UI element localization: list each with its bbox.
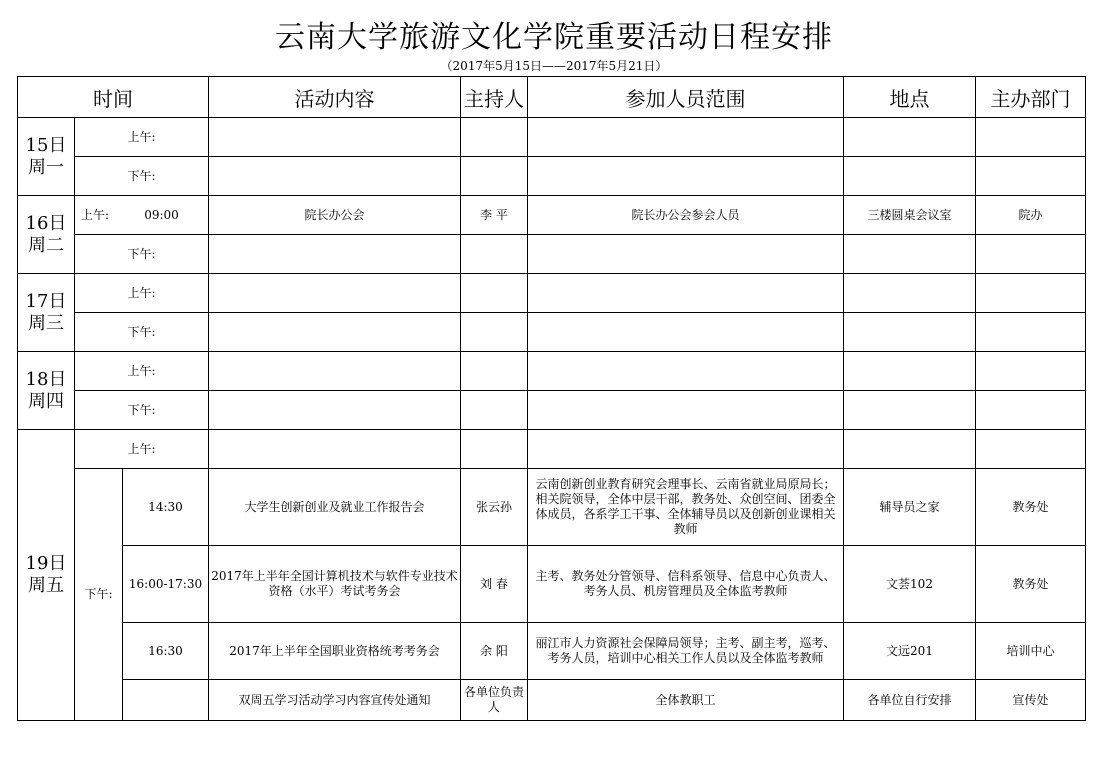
header-content: 活动内容: [209, 77, 461, 118]
event-organizer: 宣传处: [976, 680, 1086, 721]
am-label: 上午:: [75, 430, 209, 469]
day-date: 16日: [25, 212, 67, 234]
pm-label: 下午:: [75, 391, 209, 430]
day-date: 15日: [25, 134, 67, 156]
day-weekday: 周五: [28, 575, 64, 596]
table-row: [18, 680, 1086, 721]
header-time: 时间: [18, 77, 209, 118]
table-row: [18, 157, 1086, 196]
event-content: 双周五学习活动学习内容宣传处通知: [209, 680, 461, 721]
am-label: 上午:: [75, 274, 209, 313]
event-location: 辅导员之家: [844, 469, 976, 546]
event-host: 各单位负责人: [461, 680, 528, 721]
table-row: [18, 235, 1086, 274]
event-time: 09:00: [144, 207, 179, 222]
am-time-cell: [75, 196, 209, 235]
table-row: [18, 352, 1086, 391]
pm-label: 下午:: [75, 469, 123, 721]
day-cell: [18, 118, 75, 196]
table-row: [18, 274, 1086, 313]
event-host: 刘 春: [461, 546, 528, 623]
table-row: [18, 623, 1086, 680]
pm-label: 下午:: [75, 313, 209, 352]
am-label: 上午:: [81, 207, 110, 222]
table-row: [18, 469, 1086, 546]
event-content: 2017年上半年全国职业资格统考考务会: [209, 623, 461, 680]
day-cell: [18, 430, 75, 721]
event-organizer: 教务处: [976, 469, 1086, 546]
day-weekday: 周三: [28, 312, 64, 334]
header-location: 地点: [844, 77, 976, 118]
event-participants: 全体教职工: [528, 680, 844, 721]
event-location: 各单位自行安排: [844, 680, 976, 721]
day-weekday: 周二: [28, 234, 64, 256]
header-participants: 参加人员范围: [528, 77, 844, 118]
event-content: 大学生创新创业及就业工作报告会: [209, 469, 461, 546]
day-cell: [18, 274, 75, 352]
event-time: 16:00-17:30: [123, 546, 209, 623]
event-host: 张云孙: [461, 469, 528, 546]
event-content: 2017年上半年全国计算机技术与软件专业技术资格（水平）考试考务会: [209, 546, 461, 623]
event-location: 三楼圆桌会议室: [844, 196, 976, 235]
header-organizer: 主办部门: [976, 77, 1086, 118]
event-participants: 主考、教务处分管领导、信科系领导、信息中心负责人、考务人员、机房管理员及全体监考教师: [528, 546, 844, 623]
day-cell: [18, 196, 75, 274]
event-organizer: 院办: [976, 196, 1086, 235]
event-participants: 云南创新创业教育研究会理事长、云南省就业局原局长；相关院领导，全体中层干部，教务处、众创空间、团委全体成员，各系学工干事、全体辅导员以及创新创业课相关教师: [528, 469, 844, 546]
date-range-subtitle: （2017年5月15日——2017年5月21日）: [440, 59, 668, 73]
header-host: 主持人: [461, 77, 528, 118]
page-title: 云南大学旅游文化学院重要活动日程安排: [275, 20, 833, 55]
day-weekday: 周一: [28, 156, 64, 178]
am-label: 上午:: [75, 118, 209, 157]
am-label: 上午:: [75, 352, 209, 391]
day-date: 19日: [25, 553, 67, 574]
event-participants: 丽江市人力资源社会保障局领导；主考、副主考，巡考、考务人员，培训中心相关工作人员以及全体监考教师: [528, 623, 844, 680]
event-time: [123, 680, 209, 721]
schedule-table: [17, 76, 1086, 721]
event-time: 16:30: [123, 623, 209, 680]
event-location: 文远201: [844, 623, 976, 680]
table-row: [18, 118, 1086, 157]
table-row: [18, 313, 1086, 352]
event-participants: 院长办公会参会人员: [528, 196, 844, 235]
event-host: 李 平: [461, 196, 528, 235]
event-location: 文荟102: [844, 546, 976, 623]
pm-label: 下午:: [75, 157, 209, 196]
header-row: [18, 77, 1086, 118]
table-row: [18, 430, 1086, 469]
event-time: 14:30: [123, 469, 209, 546]
day-date: 18日: [25, 368, 67, 390]
day-weekday: 周四: [28, 390, 64, 412]
event-host: 余 阳: [461, 623, 528, 680]
table-row: [18, 391, 1086, 430]
table-row: [18, 546, 1086, 623]
event-organizer: 培训中心: [976, 623, 1086, 680]
table-row: [18, 196, 1086, 235]
day-date: 17日: [25, 290, 67, 312]
day-cell: [18, 352, 75, 430]
event-organizer: 教务处: [976, 546, 1086, 623]
pm-label: 下午:: [75, 235, 209, 274]
event-content: 院长办公会: [209, 196, 461, 235]
